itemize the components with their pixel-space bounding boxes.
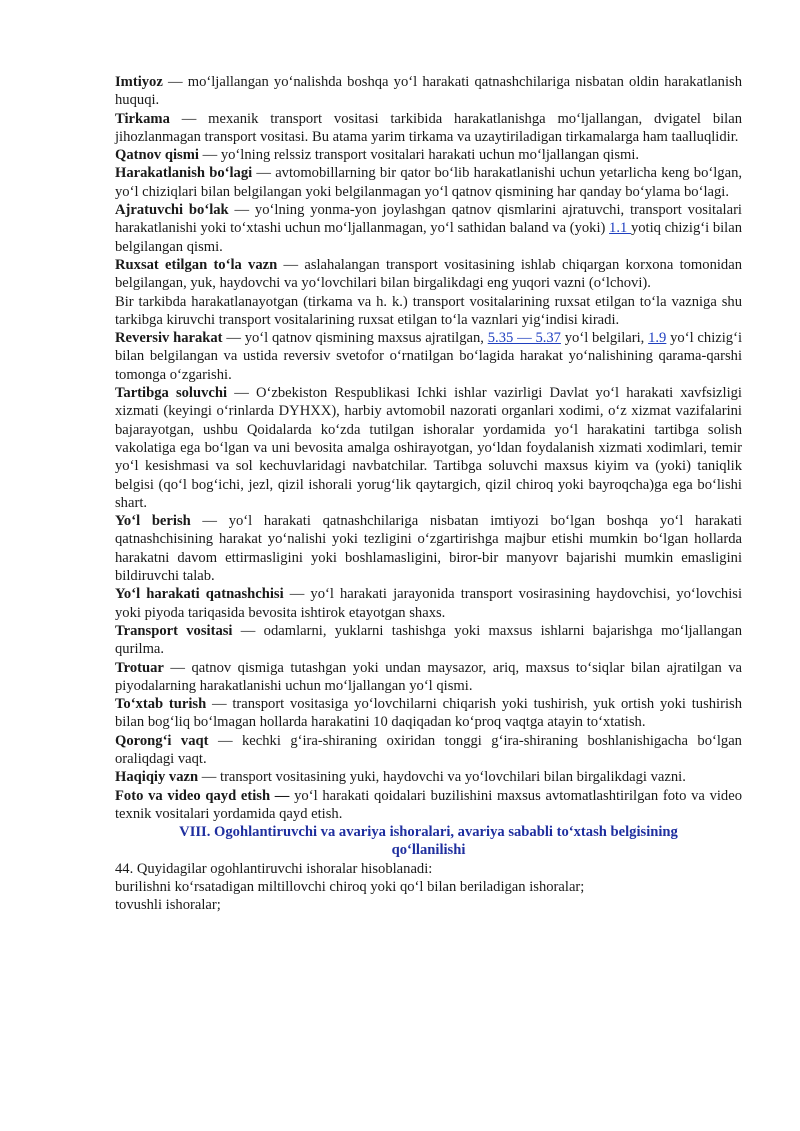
definition-toxtab-turish bbox=[115, 695, 742, 732]
section-heading: VIII. Ogohlantiruvchi va avariya ishoralari, avariya sababli to‘xtash belgisining qo‘llanilishi bbox=[179, 824, 678, 859]
definition-term: Tirkama bbox=[115, 110, 170, 127]
definition-term: Haqiqiy vazn bbox=[115, 769, 199, 786]
definition-note bbox=[115, 293, 742, 330]
definition-term: Harakatlanish bo‘lagi bbox=[115, 165, 253, 182]
definition-trotuar bbox=[115, 659, 742, 696]
definition-term: Qorong‘i vaqt bbox=[115, 732, 209, 749]
definition-term: Yo‘l harakati qatnashchisi bbox=[115, 586, 284, 603]
definition-tartibga-soluvchi bbox=[115, 384, 742, 512]
definition-text: — yo‘lning yonma-yon joylashgan qatnov qismlarini ajratuvchi, transport vositalari harakatlanishi yoki to‘xtashi uchun mo‘ljallanmagan, yo‘l sathidan baland va (yoki) bbox=[115, 202, 742, 237]
definition-text: yo‘l belgilari, bbox=[560, 330, 649, 347]
definition-text: — O‘zbekiston Respublikasi Ichki ishlar vazirligi Davlat yo‘l harakati xavfsizligi xizmati (keyingi o‘rinlarda DYHXX), harbiy avtomobil nazorati organlari xodimi, o‘z xizmat vazifalarini bajarayotgan, ushbu Qoidalarda ko‘zda tutilgan ishoralar yordamida yo‘l harakatini tartibga solish vakolatiga ega bo‘lgan va uni bevosita amalga oshirayotgan, yo‘ldan foydalanish xizmati xodimlari, temir yo‘l kesishmasi va sol kechuvlaridagi navbatchilar. Tartibga soluvchi maxsus kiyim va (yoki) taniqlik belgisi (qo‘l bog‘ichi, jezl, qizil ishorali yorug‘lik qaytargich, qizil chiroq yoki bayroqcha)ga ega bo‘lishi shart. bbox=[115, 385, 742, 511]
definition-text: — qatnov qismiga tutashgan yoki undan maysazor, ariq, maxsus to‘siqlar bilan ajratilgan va piyodalarning harakatlanishi uchun mo‘ljallangan yo‘l qismi. bbox=[115, 659, 742, 694]
definition-term: Yo‘l berish bbox=[115, 513, 191, 530]
definition-text: — aslahalangan transport vositasining ishlab chiqargan korxona tomonidan belgilangan, yuk, haydovchi va yo‘lovchilari bilan birgalikdagi eng yuqori vazni (o‘lchovi). bbox=[115, 256, 742, 292]
definition-tirkama bbox=[115, 110, 742, 147]
paragraph-44: 44. Quyidagilar ogohlantiruvchi ishoralar hisoblanadi: bbox=[115, 860, 433, 877]
definition-text: — odamlarni, yuklarni tashishga yoki maxsus ishlarni bajarishga mo‘ljallangan qurilma. bbox=[115, 622, 742, 658]
definition-reversiv-harakat bbox=[115, 329, 742, 384]
definition-term: To‘xtab turish bbox=[115, 696, 207, 713]
definition-term: Imtiyoz bbox=[115, 74, 163, 90]
definition-yol-berish bbox=[115, 512, 742, 585]
definition-yol-harakati-qatnashchisi bbox=[115, 585, 742, 622]
definition-text: — yo‘l harakati jarayonida transport vosirasining haydovchisi, yo‘lovchisi yoki piyoda tariqasida bevosita ishtirok etayotgan shaxs. bbox=[115, 586, 743, 621]
definition-term: Foto va video qayd etish — bbox=[115, 787, 290, 804]
road-marking-link[interactable]: 1.9 bbox=[648, 330, 667, 347]
definition-qatnov-qismi bbox=[115, 146, 742, 164]
road-sign-link[interactable]: 5.35 — 5.37 bbox=[487, 330, 561, 347]
definition-text: yo‘l chizig‘i bilan belgilangan va ustida reversiv svetofor o‘rnatilgan bo‘lagida harakat yo‘nalishining qarama-qarshi tomonga o‘zgarishi. bbox=[115, 330, 742, 383]
definition-text: — transport vositasiga yo‘lovchilarni chiqarish yoki tushirish, yuk ortish yoki tushirish bilan bog‘liq bo‘lmagan hollarda harakatini 10 daqiqadan ko‘proq vaqtga atayin to‘xtatish. bbox=[115, 696, 742, 731]
definition-text: — yo‘l qatnov qismining maxsus ajratilgan, bbox=[222, 330, 488, 347]
definition-harakatlanish-bolagi bbox=[115, 164, 742, 201]
definition-term: Qatnov qismi bbox=[115, 147, 199, 164]
definition-haqiqiy-vazn bbox=[115, 768, 742, 786]
definition-term: Trotuar bbox=[115, 659, 164, 676]
definition-text: — mo‘ljallangan yo‘nalishda boshqa yo‘l harakati qatnashchilariga nisbatan oldin harakatlanish huquqi. bbox=[115, 74, 742, 109]
definition-term: Ajratuvchi bo‘lak bbox=[115, 202, 229, 219]
definition-text: — kechki g‘ira-shiraning oxiridan tonggi g‘ira-shiraning boshlanishigacha bo‘lgan oraliqdagi vaqt. bbox=[115, 732, 742, 767]
definition-ajratuvchi-bolak bbox=[115, 201, 742, 256]
definition-text: — avtomobillarning bir qator bo‘lib harakatlanishi uchun yetarlicha keng bo‘lgan, yo‘l chiziqlari bilan belgilangan yoki belgilanmagan yo‘l qatnov qismining har qanday bo‘ylama bo‘lagi. bbox=[115, 165, 743, 200]
definition-text: yotiq chizig‘i bilan belgilangan qismi. bbox=[115, 220, 743, 255]
definition-foto-video-qayd-etish bbox=[115, 787, 742, 824]
definition-term: Tartibga soluvchi bbox=[115, 385, 228, 402]
list-item: burilishni ko‘rsatadigan miltillovchi chiroq yoki qo‘l bilan beriladigan ishoralar; bbox=[115, 879, 585, 896]
definition-text: — transport vositasining yuki, haydovchi va yo‘lovchilari bilan birgalikdagi vazni. bbox=[198, 769, 686, 786]
definition-transport-vositasi bbox=[115, 622, 742, 659]
definition-imtiyoz bbox=[115, 73, 742, 110]
definition-text: Bir tarkibda harakatlanayotgan (tirkama va h. k.) transport vositalarining ruxsat etilgan to‘la vazniga shu tarkibga kiruvchi transport vositalarining ruxsat etilgan to‘la vaznlari yig‘indisi kiradi. bbox=[115, 293, 742, 328]
definition-text: yo‘l harakati qoidalari buzilishini maxsus avtomatlashtirilgan foto va video texnik vositalari yordamida qayd etish. bbox=[115, 787, 742, 822]
definition-term: Reversiv harakat bbox=[115, 330, 223, 347]
definition-term: Ruxsat etilgan to‘la vazn bbox=[115, 256, 278, 273]
definition-text: — yo‘l harakati qatnashchilariga nisbatan imtiyozi bo‘lgan boshqa yo‘l harakati qatnashchisining harakat yo‘nalishi yoki tezligini o‘zgartirishga majbur etishi mumkin bo‘lgan hollarda harakatni davom ettirmasligini yoki boshlamasligini, biror-bir manyovr bajarishi mumkin emasligini bildiruvchi talab. bbox=[115, 513, 743, 585]
definition-term: Transport vositasi bbox=[115, 622, 233, 639]
definition-text: — yo‘lning relssiz transport vositalari harakati uchun mo‘ljallangan qismi. bbox=[198, 147, 640, 164]
definition-ruxsat-etilgan-tola-vazn bbox=[115, 256, 742, 293]
road-marking-link[interactable]: 1.1 bbox=[609, 220, 631, 237]
list-item: tovushli ishoralar; bbox=[115, 897, 221, 914]
definition-text: — mexanik transport vositasi tarkibida harakatlanishga mo‘ljallangan, dvigatel bilan jihozlanmagan transport vositasi. Bu atama yarim tirkama va uzaytiriladigan tirkamalarga ham taalluqlidir. bbox=[115, 110, 742, 145]
definition-qorongi-vaqt bbox=[115, 732, 742, 769]
